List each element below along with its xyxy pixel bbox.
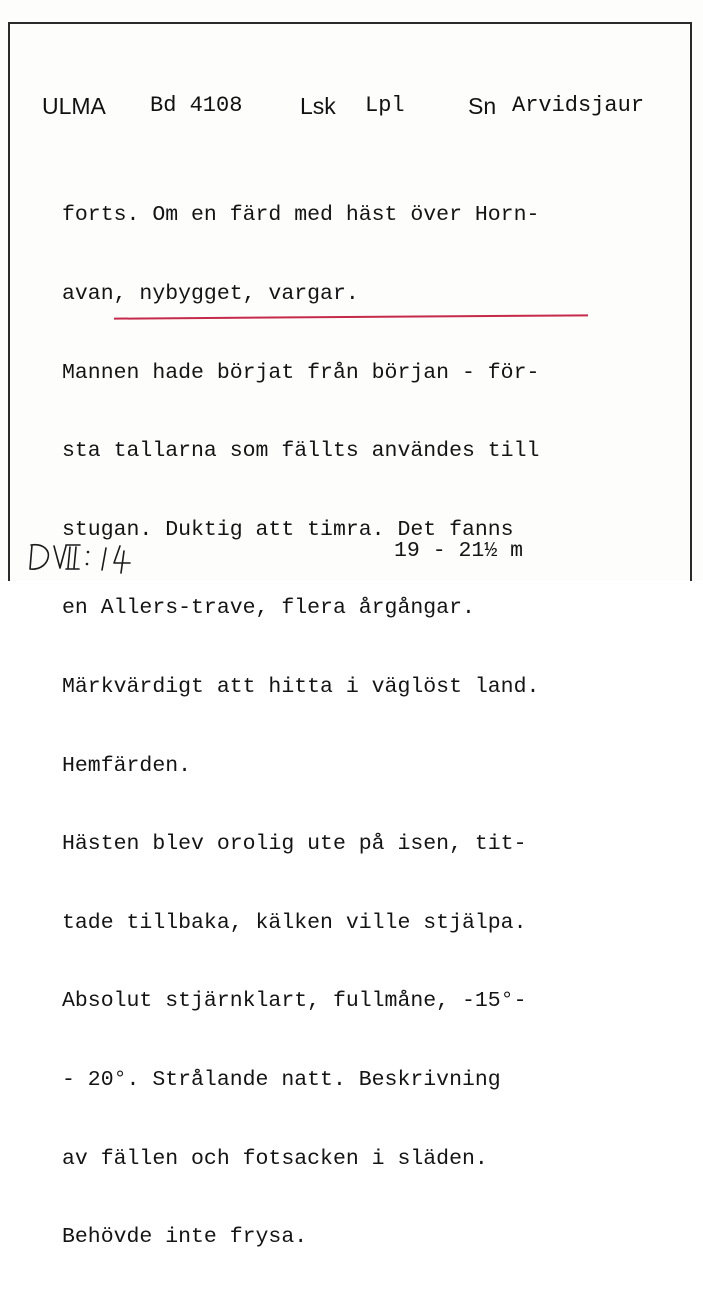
header-sn-value: Arvidsjaur [512,93,645,118]
card-body-text [62,150,539,1303]
card-frame-left [8,22,10,581]
header-lsk-value: Lpl [365,93,405,118]
body-line: en Allers-trave, flera årgångar. [62,596,475,621]
body-line: av fällen och fotsacken i släden. [62,1146,488,1171]
handwritten-reference [26,537,154,575]
page-reference: 19 - 21½ m [394,539,524,563]
card-frame-top [8,22,692,24]
header-lsk-label: Lsk [300,93,336,119]
body-line: tade tillbaka, kälken ville stjälpa. [62,910,527,935]
body-line: forts. Om en färd med häst över Horn- [62,203,540,228]
body-line: Behövde inte frysa. [62,1225,308,1250]
body-line: stugan. Duktig att timra. Det fanns [62,517,514,542]
body-line: Mannen hade börjat från början - för- [62,360,540,385]
body-line: Hästen blev orolig ute på isen, tit- [62,832,527,857]
body-line: sta tallarna som fällts användes till [62,439,540,464]
body-line: avan, nybygget, vargar. [62,282,359,306]
body-line: - 20°. Strålande natt. Beskrivning [62,1067,501,1092]
header-name: ULMA [42,93,106,119]
header-sn-label: Sn [468,93,497,119]
header-volume: Bd 4108 [150,93,243,118]
body-line: Märkvärdigt att hitta i väglöst land. [62,674,540,699]
card-frame-right [690,22,692,581]
body-line: Absolut stjärnklart, fullmåne, -15°- [62,989,527,1014]
body-line: Hemfärden. [62,753,192,778]
